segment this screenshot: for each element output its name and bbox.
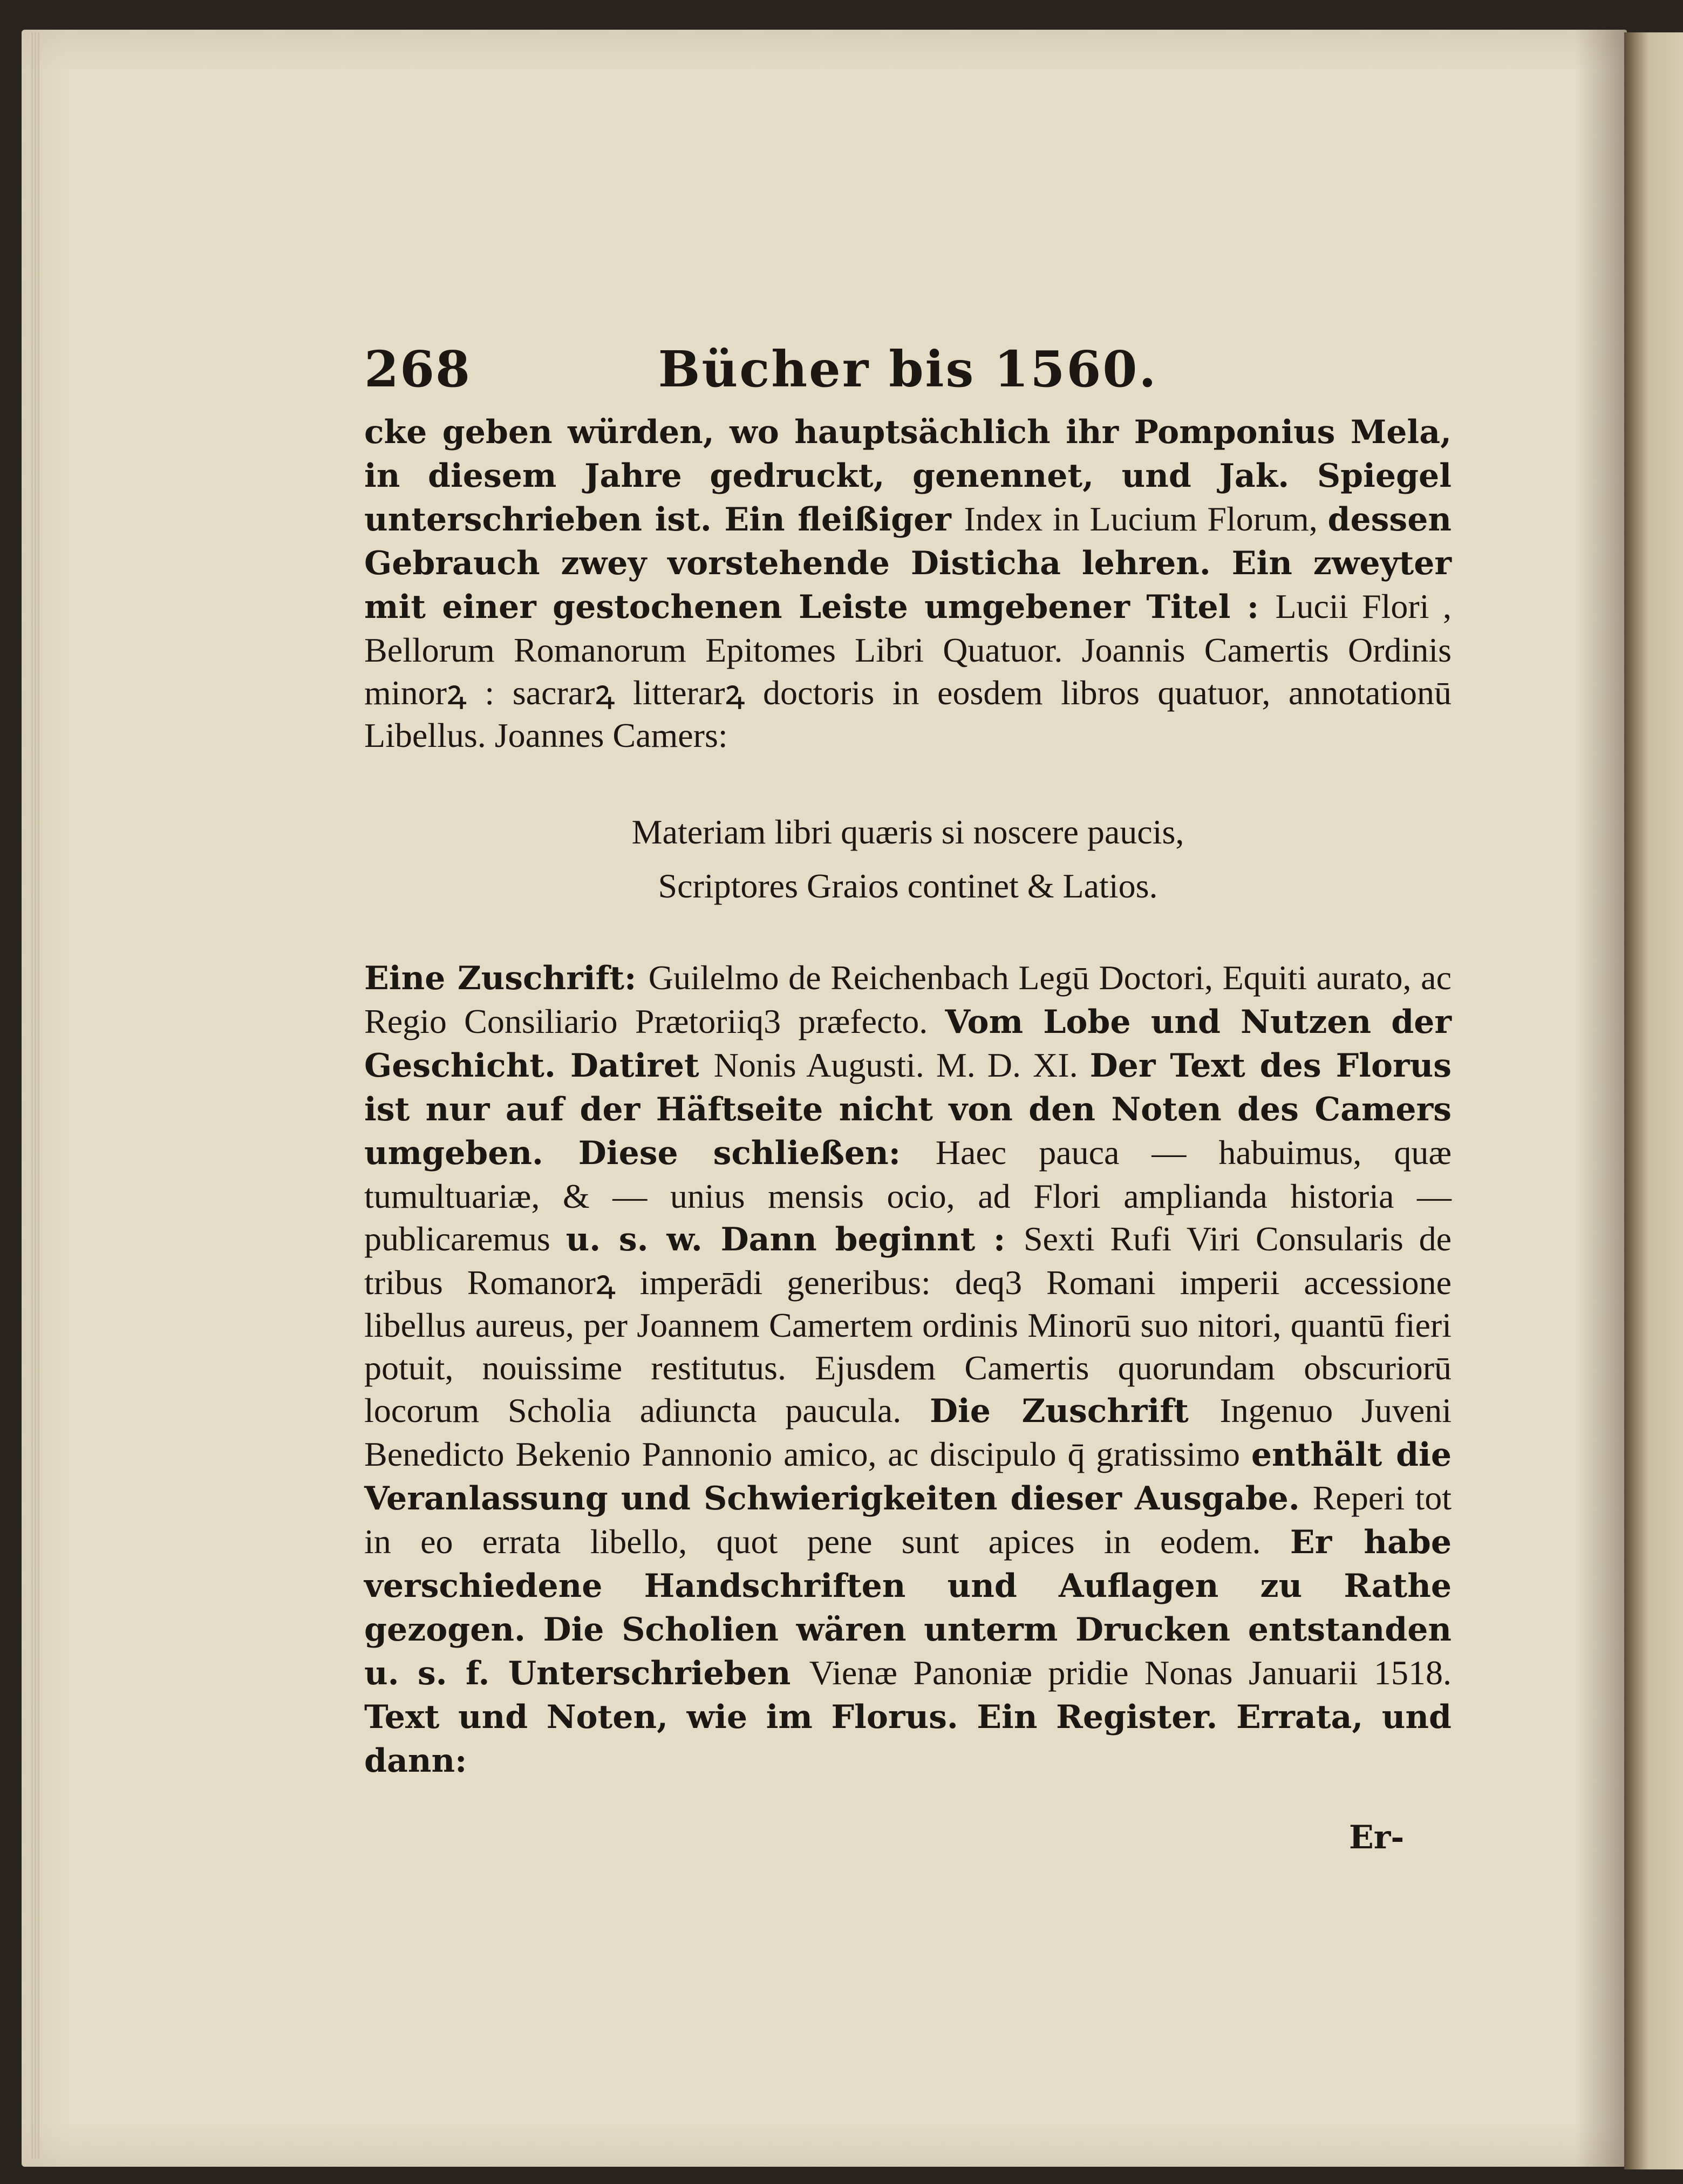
fraktur-text-run: cke geben würden, wo hauptsächlich ihr Pomponius Mela, in diesem Jahre gedruckt, genennet, und Jak. Spiegel unterschrieben ist. Ein fleißiger <box>364 413 1452 539</box>
text-block <box>364 340 1452 1782</box>
fraktur-text-run: Der Text des Florus ist nur auf der Häftseite nicht von den Noten des Camers umgeben. Diese schließen: <box>364 1047 1452 1172</box>
fraktur-text-run: Text und Noten, wie im Florus. Ein Register. Errata, und dann: <box>364 1698 1452 1780</box>
fraktur-text-run: enthält die Veranlassung und Schwierigkeiten dieser Ausgabe. <box>364 1436 1452 1518</box>
antiqua-text-run: Nonis Augusti. M. D. XI. <box>713 1046 1090 1084</box>
running-head <box>364 340 1452 410</box>
verse-line-2: Scriptores Graios continet & Latios. <box>658 867 1158 905</box>
fraktur-text-run: Er habe verschiedene Handschriften und Auflagen zu Rathe gezogen. Die Scholien wären unterm Drucken entstanden u. s. f. Unterschrieben <box>364 1523 1452 1692</box>
antiqua-text-run: Sexti Rufi Viri Consularis de tribus Romanorꝝ imperādi generibus: deq3 Romani imperii accessione libellus aureus, per Joannem Camertem ordinis Minorū suo nitori, quantū fieri potuit, nouissime restitutus. Ejusdem Camertis quorundam obscuriorū locorum Scholia adiuncta paucula. <box>364 1220 1452 1430</box>
page-number: 268 <box>364 340 472 398</box>
facing-page-edge <box>1624 32 1683 2169</box>
fraktur-text-run: Eine Zuschrift: <box>364 960 649 997</box>
antiqua-text-run: Lucii Flori , Bellorum Romanorum Epitomes Libri Quatuor. Joannis Camertis Ordinis minorꝝ : sacrarꝝ litterarꝝ doctoris in eosdem libros quatuor, annotationū Libellus. Joannes Camers: <box>364 587 1452 754</box>
antiqua-text-run: Ingenuo Juveni Benedicto Bekenio Pannonio amico, ac discipulo q̄ gratissimo <box>364 1391 1452 1473</box>
antiqua-text-run: Index in Lucium Florum, <box>964 500 1328 538</box>
antiqua-text-run: Reperi tot in eo errata libello, quot pene sunt apices in eodem. <box>364 1479 1452 1561</box>
fraktur-text-run: u. s. w. Dann beginnt : <box>565 1221 1024 1258</box>
latin-distich <box>364 805 1452 913</box>
paragraph-2 <box>364 956 1452 1782</box>
fraktur-text-run: Die Zuschrift <box>929 1392 1220 1430</box>
antiqua-text-run: Vienæ Panoniæ pridie Nonas Januarii 1518. <box>809 1654 1452 1692</box>
antiqua-text-run: Haec pauca — habuimus, quæ tumultuariæ, & — unius mensis ocio, ad Flori amplianda historia — publicaremus <box>364 1133 1452 1258</box>
running-title: Bücher bis 1560. <box>658 340 1158 398</box>
verse-line-1: Materiam libri quæris si noscere paucis, <box>631 813 1184 851</box>
antiqua-text-run: Guilelmo de Reichenbach Legū Doctori, Equiti aurato, ac Regio Consiliario Prætoriiq3 præfecto. <box>364 958 1452 1040</box>
fraktur-text-run: dessen Gebrauch zwey vorstehende Disticha lehren. Ein zweyter mit einer gestochenen Leiste umgebener Titel : <box>364 501 1452 626</box>
binding-shadow <box>1576 30 1630 2167</box>
paragraph-1 <box>364 410 1452 757</box>
fraktur-text-run: Vom Lobe und Nutzen der Geschicht. Datiret <box>364 1003 1452 1085</box>
catchword: Er- <box>1349 1819 1405 1856</box>
page-stack-edge <box>30 32 39 2159</box>
